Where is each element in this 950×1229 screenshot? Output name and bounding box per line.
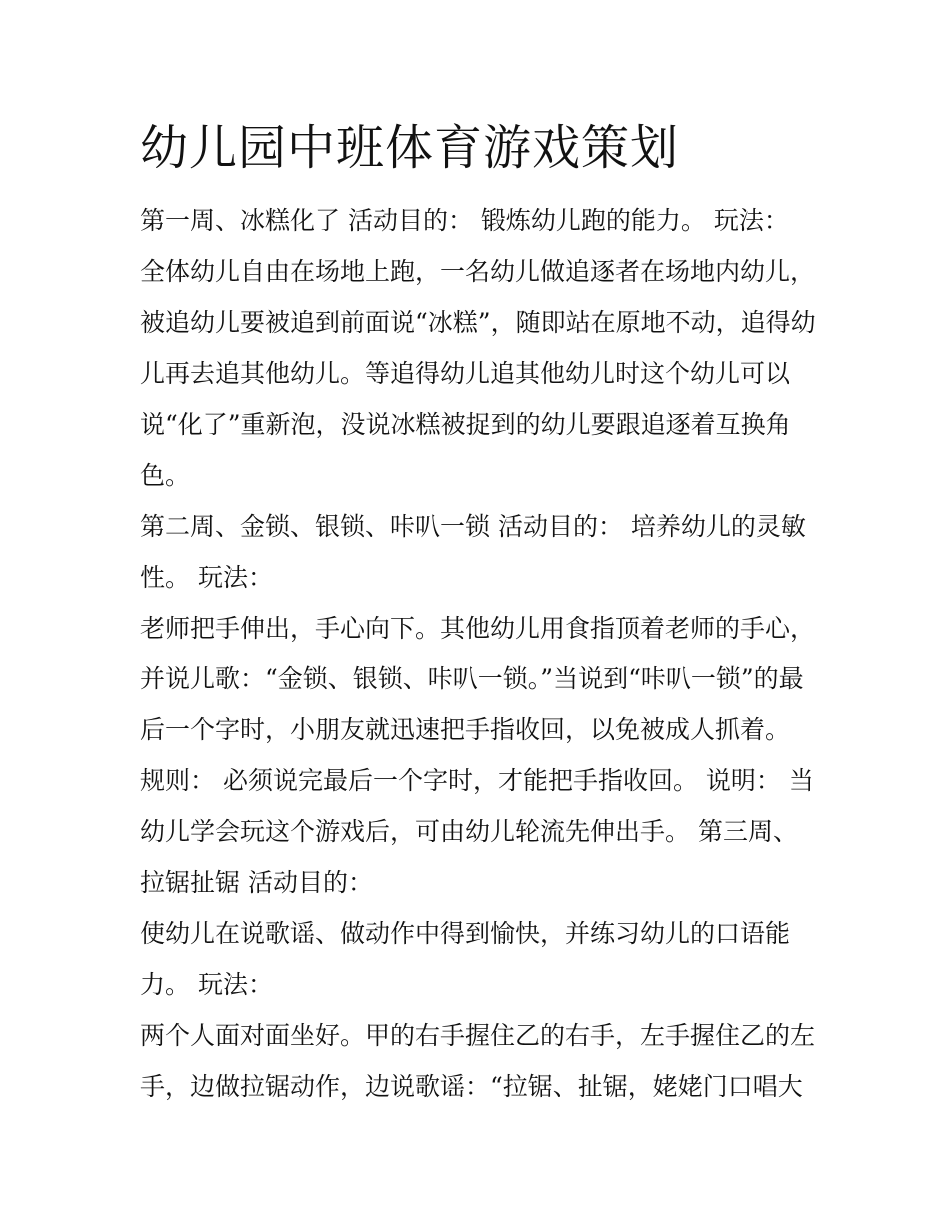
text-line: 拉锯扯锯 活动目的：: [140, 868, 373, 897]
text-line: 被追幼儿要被追到前面说“冰糕”，随即站在原地不动，追得幼: [140, 308, 816, 337]
text-line: 后一个字时，小朋友就迅速把手指收回，以免被成人抓着。: [140, 715, 791, 744]
text-line: 力。 玩法：: [140, 970, 273, 999]
text-line: 儿再去追其他幼儿。等追得幼儿追其他幼儿时这个幼儿可以: [140, 359, 791, 388]
text-line: 第一周、冰糕化了 活动目的： 锻炼幼儿跑的能力。 玩法：: [140, 206, 789, 235]
text-line: 幼儿学会玩这个游戏后，可由幼儿轮流先伸出手。 第三周、: [140, 817, 798, 846]
text-line: 手，边做拉锯动作，边说歌谣：“拉锯、扯锯，姥姥门口唱大: [140, 1072, 803, 1101]
text-line: 规则： 必须说完最后一个字时，才能把手指收回。 说明： 当: [140, 766, 814, 795]
text-line: 第二周、金锁、银锁、咔叭一锁 活动目的： 培养幼儿的灵敏: [140, 512, 806, 541]
text-line: 使幼儿在说歌谣、做动作中得到愉快，并练习幼儿的口语能: [140, 919, 791, 948]
text-line: 说“化了”重新泡，没说冰糕被捉到的幼儿要跟追逐着互换角: [140, 410, 791, 439]
text-line: 两个人面对面坐好。甲的右手握住乙的右手，左手握住乙的左: [140, 1021, 816, 1050]
document-title: 幼儿园中班体育游戏策划: [140, 120, 680, 176]
text-line: 色。: [140, 461, 191, 490]
text-line: 并说儿歌：“金锁、银锁、咔叭一锁。”当说到“咔叭一锁”的最: [140, 664, 804, 693]
text-line: 性。 玩法：: [140, 563, 273, 592]
text-line: 老师把手伸出，手心向下。其他幼儿用食指顶着老师的手心，: [140, 614, 816, 643]
text-line: 全体幼儿自由在场地上跑，一名幼儿做追逐者在场地内幼儿，: [140, 257, 816, 286]
